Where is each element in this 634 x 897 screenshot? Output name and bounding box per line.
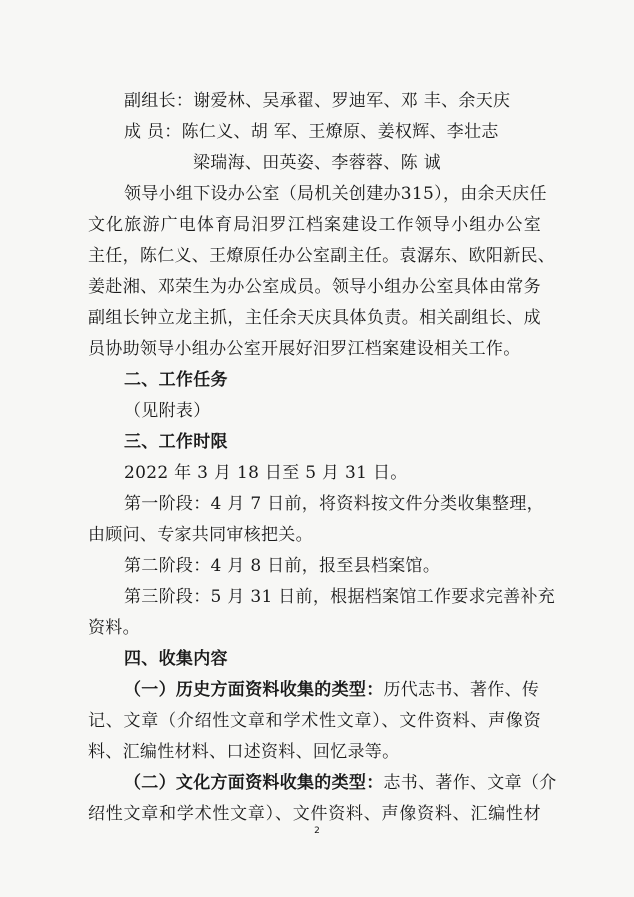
deputy-leaders-line: 副组长：谢爱林、吴承翟、罗迪军、邓 丰、余天庆 <box>124 91 511 111</box>
stage-1-line: 由顾问、专家共同审核把关。 <box>88 525 313 545</box>
item-1-line: 料、汇编性材料、口述资料、回忆录等。 <box>88 742 400 762</box>
item-2-line: 绍性文章和学术性文章）、文件资料、声像资料、汇编性材 <box>88 804 541 824</box>
attachment-note: （见附表） <box>124 401 211 421</box>
stage-2-line: 第二阶段：4 月 8 日前，报至县档案馆。 <box>124 556 441 576</box>
stage-1-line: 第一阶段：4 月 7 日前，将资料按文件分类收集整理， <box>124 494 544 514</box>
office-paragraph-line: 副组长钟立龙主抓，主任余天庆具体负责。相关副组长、成 <box>88 308 541 328</box>
office-paragraph-line: 领导小组下设办公室（局机关创建办315），由余天庆任 <box>124 184 547 204</box>
office-paragraph-line: 主任，陈仁义、王燎原任办公室副主任。袁潺东、欧阳新民、 <box>88 246 556 266</box>
item-2-text: 志书、著作、文章（介 <box>383 773 557 793</box>
page-number: 2 <box>314 826 320 836</box>
section-heading-tasks: 二、工作任务 <box>124 370 228 390</box>
item-1-text: 历代志书、著作、传 <box>383 680 540 700</box>
item-2-title: （二）文化方面资料收集的类型： <box>124 773 384 793</box>
office-paragraph-line: 员协助领导小组办公室开展好汨罗江档案建设相关工作。 <box>88 339 521 359</box>
office-paragraph-line: 姜赴湘、邓荣生为办公室成员。领导小组办公室具体由常务 <box>88 277 541 297</box>
item-1-line <box>124 679 634 701</box>
members-line-2: 梁瑞海、田英姿、李蓉蓉、陈 诚 <box>193 153 441 173</box>
stage-3-line: 资料。 <box>88 618 140 638</box>
stage-3-line: 第三阶段：5 月 31 日前，根据档案馆工作要求完善补充 <box>124 587 556 607</box>
item-1-title: （一）历史方面资料收集的类型： <box>124 680 384 700</box>
item-2-line <box>124 772 634 794</box>
section-heading-timeline: 三、工作时限 <box>124 432 228 452</box>
item-1-line: 记、文章（介绍性文章和学术性文章）、文件资料、声像资 <box>88 711 541 731</box>
section-heading-collection: 四、收集内容 <box>124 649 228 669</box>
office-paragraph-line: 文化旅游广电体育局汨罗江档案建设工作领导小组办公室 <box>88 215 541 235</box>
date-range: 2022 年 3 月 18 日至 5 月 31 日。 <box>124 463 408 483</box>
members-line-1: 成 员：陈仁义、胡 军、王燎原、姜权辉、李壮志 <box>124 122 499 142</box>
